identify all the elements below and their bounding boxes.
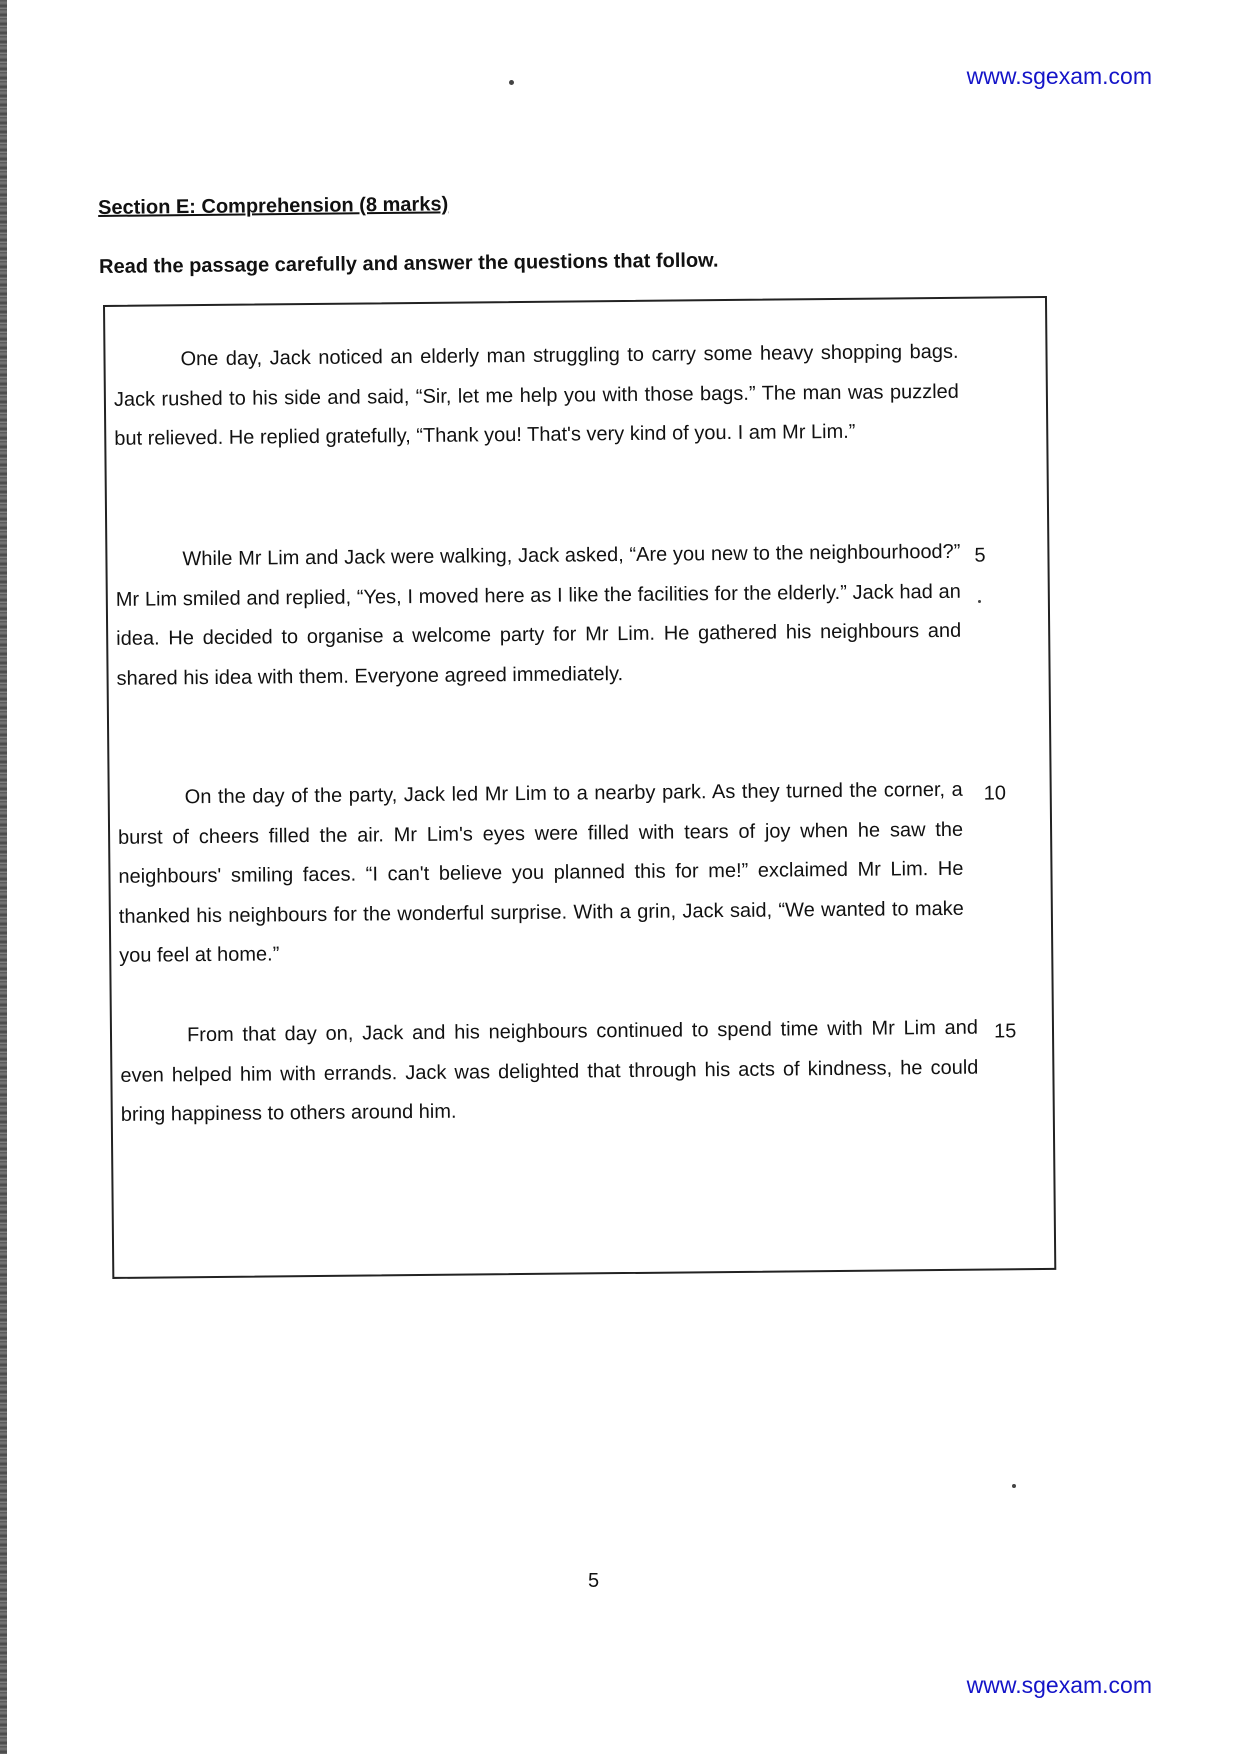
line-number-10: 10 bbox=[983, 782, 1007, 805]
header-website-link[interactable]: www.sgexam.com bbox=[966, 63, 1152, 89]
passage-paragraph-2: While Mr Lim and Jack were walking, Jack asked, “Are you new to the neighbourhood?” Mr Lim smiled and replied, “Yes, I moved here as I like the facilities for the elderly.” Jack had an idea. He decided to organise a welcome party for Mr Lim. He gathered his neighbours and shared his idea with them. Everyone agreed immediately. bbox=[115, 540, 962, 690]
passage-paragraph-3: On the day of the party, Jack led Mr Lim to a nearby park. As they turned the corner, a burst of cheers filled the air. Mr Lim's eyes were filled with tears of joy when he saw the neighbours' smiling faces. “I can't believe you planned this for me!” exclaimed Mr Lim. He thanked his neighbours for the wonderful surprise. With a grin, Jack said, “We wanted to make you feel at home.” bbox=[118, 778, 964, 967]
scan-speck bbox=[1012, 1484, 1016, 1488]
line-number-15: 15 bbox=[993, 1020, 1017, 1043]
instructions: Read the passage carefully and answer the questions that follow. bbox=[99, 249, 719, 278]
page-number: 5 bbox=[588, 1570, 600, 1592]
line-number-5: 5 bbox=[974, 544, 986, 567]
footer-website-link[interactable]: www.sgexam.com bbox=[966, 1672, 1152, 1698]
scan-edge bbox=[0, 0, 7, 1754]
scan-speck bbox=[978, 600, 981, 603]
passage-box bbox=[103, 296, 1056, 1279]
passage-paragraph-4: From that day on, Jack and his neighbours continued to spend time with Mr Lim and even helped him with errands. Jack was delighted that through his acts of kindness, he could bring happiness to others around him. bbox=[120, 1016, 979, 1126]
scan-speck bbox=[509, 80, 514, 85]
section-title: Section E: Comprehension (8 marks) bbox=[98, 193, 449, 219]
passage-paragraph-1: One day, Jack noticed an elderly man struggling to carry some heavy shopping bags. Jack rushed to his side and said, “Sir, let me help you with those bags.” The man was puzzled but relieved. He replied gratefully, “Thank you! That's very kind of you. I am Mr Lim.” bbox=[113, 340, 959, 450]
